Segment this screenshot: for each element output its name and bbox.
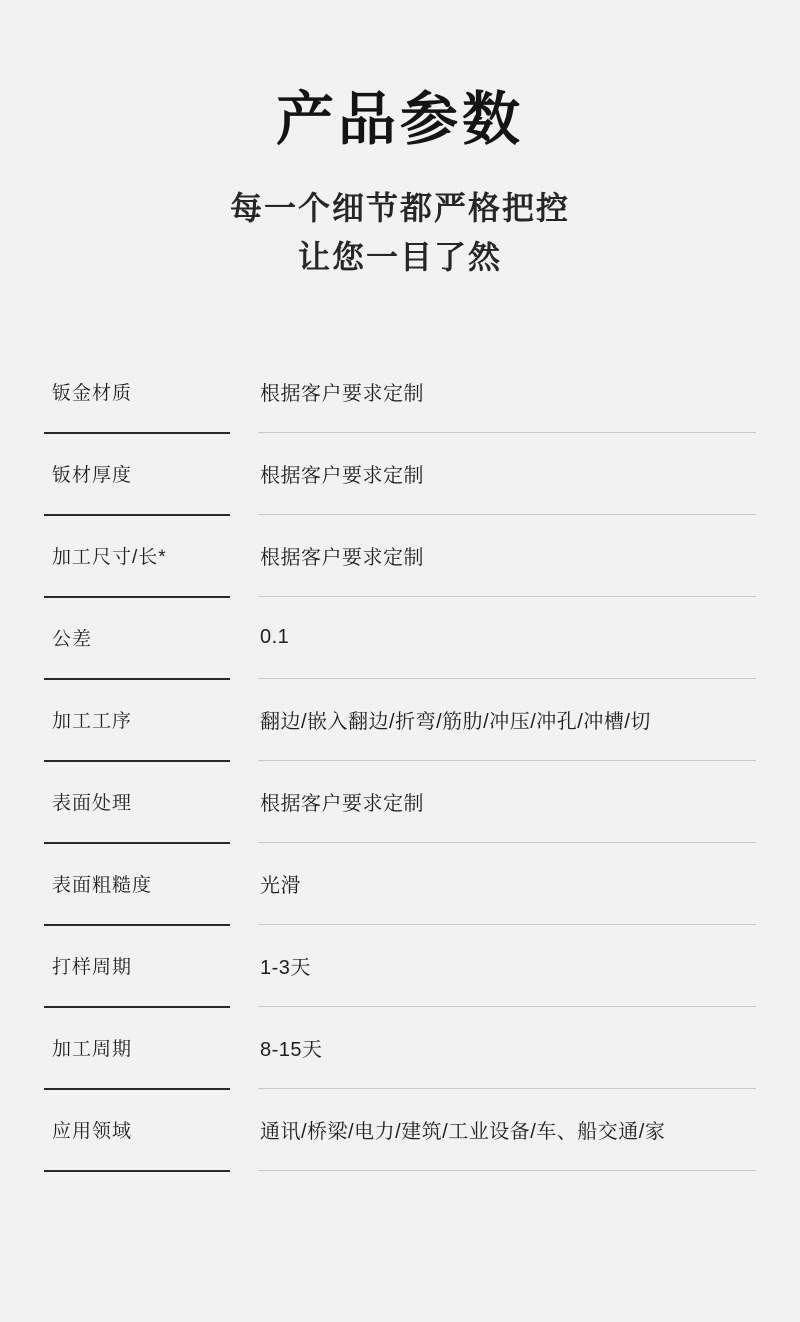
spec-table-body <box>44 351 756 1171</box>
spec-label: 应用领域 <box>44 1089 230 1171</box>
spec-value: 1-3天 <box>258 925 756 1007</box>
table-row <box>44 925 756 1007</box>
spec-gap <box>230 597 258 679</box>
spec-value: 8-15天 <box>258 1007 756 1089</box>
spec-label: 钣材厚度 <box>44 433 230 515</box>
spec-label: 表面处理 <box>44 761 230 843</box>
spec-value: 0.1 <box>258 597 756 679</box>
spec-gap <box>230 1007 258 1089</box>
spec-label: 加工工序 <box>44 679 230 761</box>
spec-label: 钣金材质 <box>44 351 230 433</box>
spec-label: 加工尺寸/长* <box>44 515 230 597</box>
spec-label: 加工周期 <box>44 1007 230 1089</box>
subtitle-line-2: 让您一目了然 <box>297 239 502 276</box>
spec-value: 翻边/嵌入翻边/折弯/筋肋/冲压/冲孔/冲槽/切 <box>258 679 756 761</box>
spec-value: 根据客户要求定制 <box>258 433 756 515</box>
spec-value: 根据客户要求定制 <box>258 515 756 597</box>
table-row <box>44 1007 756 1089</box>
page-header <box>0 0 800 283</box>
table-row <box>44 761 756 843</box>
spec-gap <box>230 679 258 761</box>
spec-value: 根据客户要求定制 <box>258 351 756 433</box>
spec-gap <box>230 515 258 597</box>
spec-gap <box>230 761 258 843</box>
spec-label: 公差 <box>44 597 230 679</box>
spec-label: 表面粗糙度 <box>44 843 230 925</box>
spec-value: 根据客户要求定制 <box>258 761 756 843</box>
spec-table <box>44 351 756 1172</box>
subtitle-block <box>0 184 800 283</box>
table-row <box>44 679 756 761</box>
subtitle-line-1: 每一个细节都严格把控 <box>229 189 570 226</box>
table-row <box>44 1089 756 1171</box>
table-row <box>44 843 756 925</box>
spec-gap <box>230 1089 258 1171</box>
spec-gap <box>230 925 258 1007</box>
table-row <box>44 351 756 433</box>
spec-value: 光滑 <box>258 843 756 925</box>
spec-value: 通讯/桥梁/电力/建筑/工业设备/车、船交通/家 <box>258 1089 756 1171</box>
table-row <box>44 433 756 515</box>
table-row <box>44 597 756 679</box>
spec-label: 打样周期 <box>44 925 230 1007</box>
page-title: 产品参数 <box>275 87 524 152</box>
table-row <box>44 515 756 597</box>
spec-gap <box>230 433 258 515</box>
spec-gap <box>230 843 258 925</box>
spec-gap <box>230 351 258 433</box>
